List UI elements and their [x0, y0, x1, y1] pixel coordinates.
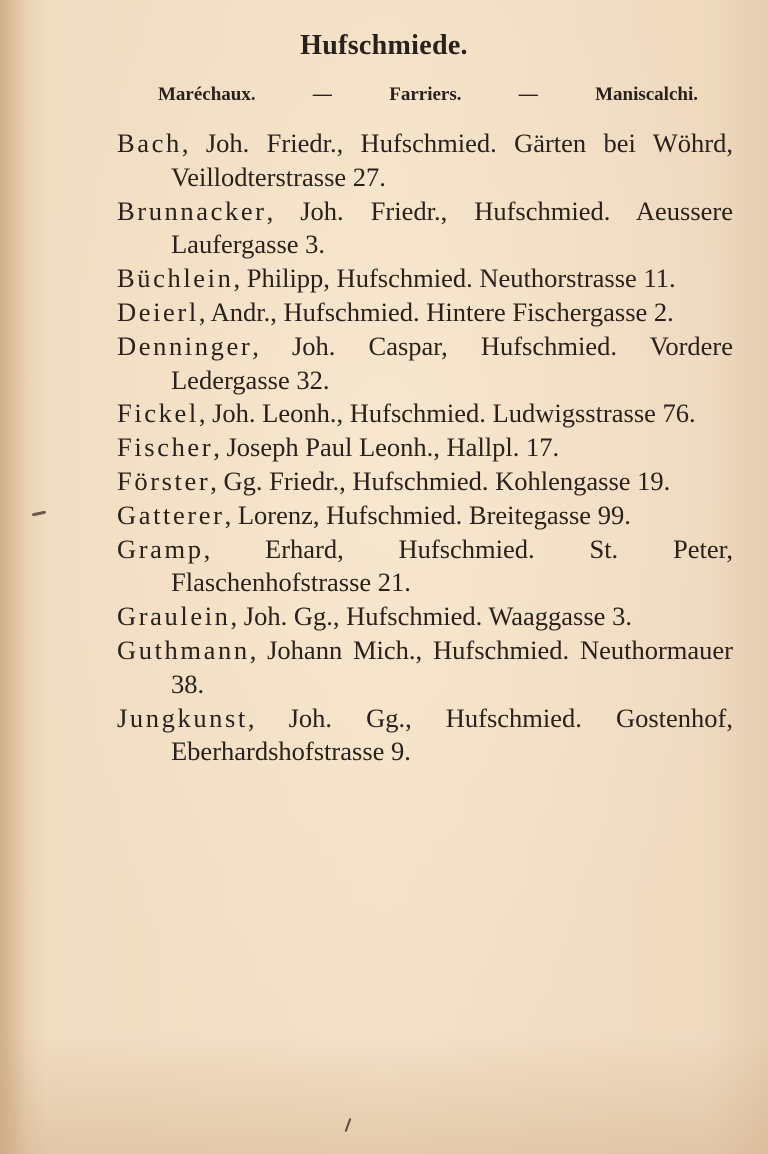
entry-details: , Joh. Friedr., Hufschmied. Aeussere Laufergasse 3.: [171, 195, 733, 260]
entry-details: , Joh. Gg., Hufschmied. Waaggasse 3.: [230, 601, 632, 632]
directory-entry: [117, 262, 733, 296]
entry-surname: Förster: [117, 465, 211, 496]
directory-entry: [117, 431, 733, 465]
ink-mark: [32, 511, 46, 517]
page-title: Hufschmiede.: [300, 30, 468, 61]
entry-details: , Gg. Friedr., Hufschmied. Kohlengasse 19.: [210, 465, 671, 496]
translation-line: [158, 84, 698, 106]
directory-entry: [117, 600, 733, 634]
entry-surname: Fickel: [117, 398, 199, 429]
translation-italian: Maniscalchi.: [595, 84, 698, 105]
entry-details: , Joh. Caspar, Hufschmied. Vordere Ledergasse 32.: [171, 330, 733, 395]
entry-details: , Joh. Gg., Hufschmied. Gostenhof, Eberhardshofstrasse 9.: [171, 702, 733, 767]
dash-separator: —: [518, 84, 538, 105]
entry-surname: Fischer: [117, 432, 214, 463]
directory-entries: [117, 127, 733, 769]
directory-entry: [117, 499, 733, 533]
directory-entry: [117, 634, 733, 702]
entry-details: , Joh. Leonh., Hufschmied. Ludwigsstrasse 76.: [198, 398, 696, 429]
entry-details: , Erhard, Hufschmied. St. Peter, Flaschenhofstrasse 21.: [171, 533, 733, 598]
entry-surname: Brunnacker: [117, 195, 267, 226]
entry-surname: Büchlein: [117, 263, 234, 294]
entry-surname: Gramp: [117, 533, 204, 564]
directory-entry: [117, 533, 733, 601]
entry-details: , Philipp, Hufschmied. Neuthorstrasse 11.: [233, 263, 676, 294]
entry-surname: Gatterer: [117, 499, 225, 530]
entry-details: , Joh. Friedr., Hufschmied. Gärten bei Wöhrd, Veillodterstrasse 27.: [171, 128, 733, 192]
directory-entry: [117, 195, 733, 263]
page-bottom-shadow: [0, 1034, 768, 1154]
entry-surname: Bach: [117, 128, 182, 158]
translation-english: Farriers.: [389, 84, 462, 105]
entry-surname: Deierl: [117, 296, 199, 327]
entry-details: , Lorenz, Hufschmied. Breitegasse 99.: [224, 499, 631, 530]
dash-separator: —: [312, 84, 332, 105]
translation-french: Maréchaux.: [158, 84, 256, 105]
page-edge-shadow: [0, 0, 28, 1154]
entry-surname: Denninger: [117, 330, 253, 361]
directory-entry: [117, 702, 733, 770]
directory-entry: [117, 465, 733, 499]
directory-entry: [117, 330, 733, 398]
entry-details: , Joseph Paul Leonh., Hallpl. 17.: [213, 432, 560, 463]
entry-surname: Graulein: [117, 601, 231, 632]
directory-entry: [117, 397, 733, 431]
entry-details: , Andr., Hufschmied. Hintere Fischergasse 2.: [198, 296, 674, 327]
entry-surname: Guthmann: [117, 634, 250, 665]
entry-surname: Jungkunst: [117, 702, 248, 733]
entry-details: , Johann Mich., Hufschmied. Neuthormauer 38.: [171, 634, 733, 699]
directory-entry: [117, 296, 733, 330]
directory-entry: [117, 127, 733, 195]
